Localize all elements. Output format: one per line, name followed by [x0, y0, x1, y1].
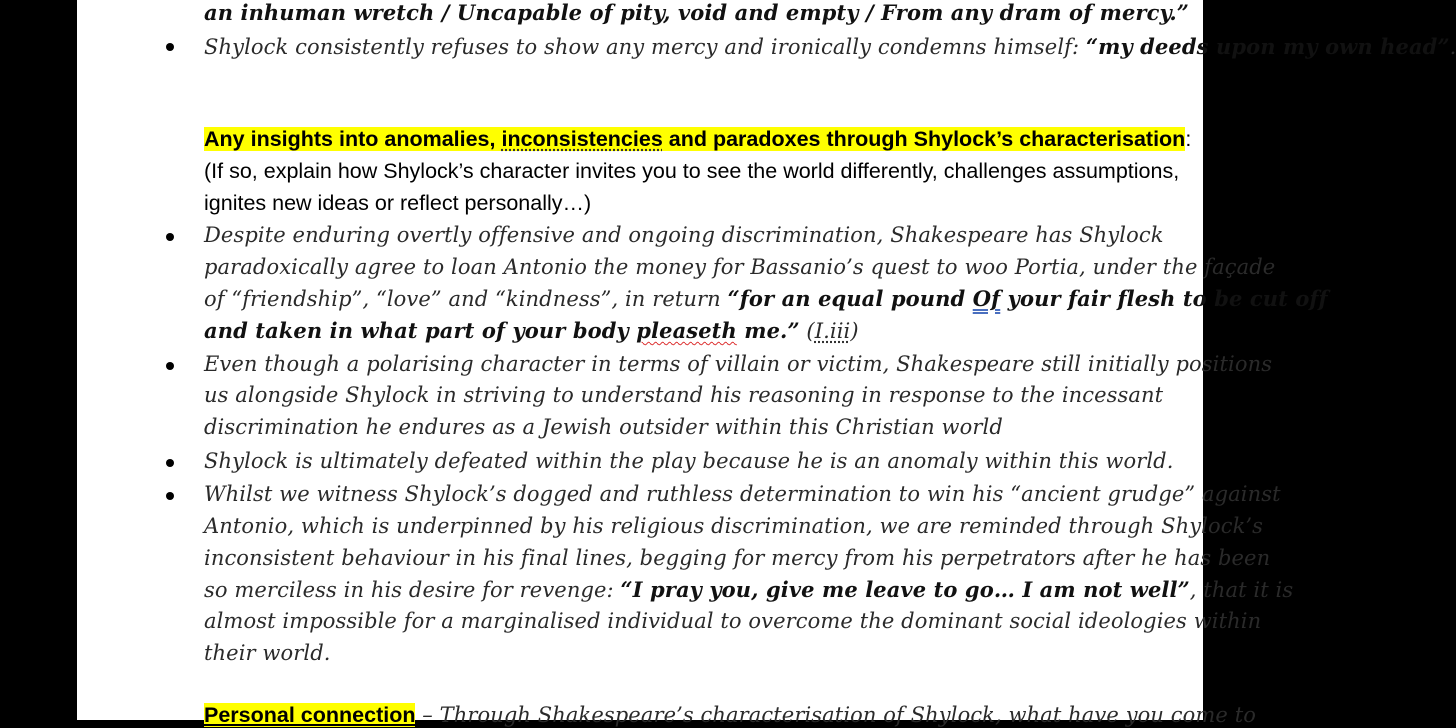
bullet-marker — [166, 362, 174, 370]
quote-run: “for an equal pound — [727, 286, 973, 311]
list-item — [204, 34, 1456, 59]
list-item — [204, 449, 1174, 473]
grammar-flag-word: Of — [972, 286, 1001, 311]
bullet-continuation: their world. — [204, 641, 331, 665]
bullet-quote: “my deeds upon my own head” — [1085, 34, 1450, 59]
act-scene-ref: I.iii — [814, 319, 851, 343]
prompt-line-1: (If so, explain how Shylock’s character invites you to see the world differently, challenges assumptions, — [204, 159, 1180, 183]
quote-run: and taken in what part of your body — [204, 318, 637, 343]
text-run: , that it is — [1189, 578, 1294, 602]
bullet-marker — [166, 459, 174, 467]
bullet-continuation — [204, 577, 1293, 602]
bullet-continuation: inconsistent behaviour in his final lines, begging for mercy from his perpetrators after he has been — [204, 546, 1271, 570]
bullet-continuation — [204, 286, 1328, 311]
text-run: ) — [850, 319, 859, 343]
list-item — [204, 482, 1281, 506]
personal-connection-label: Personal connection — [204, 703, 416, 727]
bullet-continuation: paradoxically agree to loan Antonio the money for Bassanio’s quest to woo Portia, under the façade — [204, 255, 1276, 279]
quote-tail: an inhuman wretch / Uncapable of pity, void and empty / From any dram of mercy.” — [204, 0, 1189, 25]
bullet-line: Shylock is ultimately defeated within the play because he is an anomaly within this world. — [204, 449, 1174, 473]
bullet-continuation: Antonio, which is underpinned by his religious discrimination, we are reminded through Shylock’s — [204, 514, 1264, 538]
bullet-marker — [166, 43, 174, 51]
heading-colon: : — [1185, 127, 1192, 151]
bullet-text: Shylock consistently refuses to show any mercy and ironically condemns himself: — [204, 35, 1086, 59]
bullet-line: Whilst we witness Shylock’s dogged and ruthless determination to win his “ancient grudge” against — [204, 482, 1281, 506]
document-page — [77, 0, 1456, 727]
bullet-continuation: discrimination he endures as a Jewish outsider within this Christian world — [204, 415, 1003, 439]
bullet-marker — [166, 233, 174, 241]
bullet-continuation: almost impossible for a marginalised individual to overcome the dominant social ideologies within — [204, 609, 1262, 633]
bullet-line: Despite enduring overtly offensive and ongoing discrimination, Shakespeare has Shylock — [204, 223, 1164, 247]
quote-line — [204, 0, 1189, 25]
heading-part-c: and paradoxes through Shylock’s characterisation — [662, 127, 1186, 151]
heading-part-b: inconsistencies — [501, 127, 663, 151]
list-item — [204, 352, 1272, 376]
list-item — [204, 223, 1164, 247]
quote-run: your fair flesh to be cut off — [1000, 286, 1328, 311]
section-heading-insights — [204, 127, 1191, 152]
text-run: so merciless in his desire for revenge: — [204, 578, 621, 602]
quote-run: me.” — [736, 318, 800, 343]
spelling-flag-word: pleaseth — [636, 318, 737, 343]
bullet-continuation: us alongside Shylock in striving to understand his reasoning in response to the incessant — [204, 383, 1164, 407]
section-heading-personal — [204, 703, 1256, 728]
bullet-end: . — [1449, 35, 1456, 59]
bullet-line: Even though a polarising character in terms of villain or victim, Shakespeare still initially positions — [204, 352, 1273, 376]
prompt-line-2: ignites new ideas or reflect personally…) — [204, 191, 592, 215]
quote-run: “I pray you, give me leave to go… I am not well” — [620, 577, 1190, 602]
bullet-marker — [166, 492, 174, 500]
heading-part-a: Any insights into anomalies, — [204, 127, 502, 151]
personal-connection-text: – Through Shakespeare’s characterisation of Shylock, what have you come to — [415, 703, 1257, 727]
text-run: ( — [799, 319, 815, 343]
text-run: of “friendship”, “love” and “kindness”, in return — [204, 287, 728, 311]
bullet-continuation — [204, 318, 859, 343]
